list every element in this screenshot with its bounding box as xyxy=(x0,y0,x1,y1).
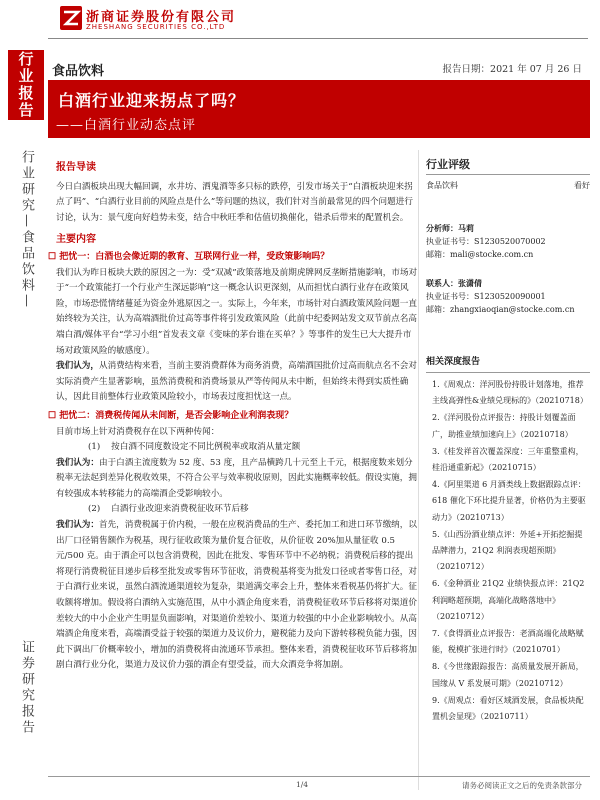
checkbox-icon: ☐ xyxy=(48,251,60,262)
rating-heading: 行业评级 xyxy=(426,158,470,171)
q1-heading: ☐ 把忧一：白酒也会像近期的教育、互联网行业一样，受政策影响吗？ xyxy=(48,251,330,262)
contact-name: 张潇倩 xyxy=(458,278,482,288)
related-reports-list xyxy=(426,377,590,725)
analyst-cert: 执业证书号：S1230520070002 xyxy=(426,237,546,246)
related-report-item[interactable]: 5.《山西汾酒业绩点评：外延+开拓挖掘提品牌潜力，21Q2 利润表现超预期》（20210712） xyxy=(432,529,583,572)
q1-paragraph-1: 我们认为昨日板块大跌的原因之一为：受“双减”政策落地及前期虎牌网反垄断措施影响，市场对于“一个政策能打一个行业产生深远影响”这一概念认识更深刻，从而担忧白酒行业存在政策风险，市场恐慌情绪蔓延为资金外逃原因之一。实际上，今年来，市场针对白酒政策风险问题一直始终较为关注，认为高端酒批价过高等事件将引发政策风险（此前中纪委网站发文双节前点名高端白酒/媒体平台“学习小组”首发表文章《变味的茅台谁在买单？》等事件的发生已大大提升市场对政策风险的敏感度）。 xyxy=(56,267,418,356)
industry-label: 食品饮料 xyxy=(52,64,105,79)
guide-heading: 报告导读 xyxy=(56,162,96,173)
analyst-block xyxy=(426,222,590,261)
main-heading: 主要内容 xyxy=(56,234,96,246)
contact-block xyxy=(426,277,590,316)
report-date: 报告日期：2021 年 07 月 26 日 xyxy=(442,64,582,75)
contact-cert: 执业证书号：S1230520090001 xyxy=(426,292,546,301)
q1-paragraph-2: 我们认为，从消费结构来看，当前主要消费群体为商务消费，高端酒国批价过高而航点名不会对实际消费产生显著影响，虽然消费税和消费场景从严等传闻从未中断，但始终未得到实质性确认，因此目前整体行业政策风险较小，市场表过度担忧这一点。 xyxy=(56,361,417,403)
related-report-item[interactable]: 9.《周观点：看好区域酒发展，食品板块配置机会显现》（20210711） xyxy=(432,695,584,722)
q2-heading: ☐ 把忧二：消费税传闻从未间断，是否会影响企业利润表现？ xyxy=(48,410,294,421)
main-content xyxy=(48,160,418,674)
contact-email[interactable]: 邮箱：zhangxiaoqian@stocke.com.cn xyxy=(426,305,575,314)
analyst-label: 分析师： xyxy=(426,223,458,233)
sidebar-research-label: 证券研究报告 xyxy=(19,640,34,736)
rating-divider xyxy=(426,174,590,175)
disclaimer: 请务必阅读正文之后的免责条款部分 xyxy=(462,781,582,790)
sidebar-report-type: 行业报告 xyxy=(8,50,44,120)
analyst-name: 马莉 xyxy=(458,223,474,233)
checkbox-icon: ☐ xyxy=(48,410,60,421)
page-number: 1/4 xyxy=(296,780,309,789)
q2-paragraph-2: 我们认为：首先，消费税属于价内税，一般在应税消费品的生产、委托加工和进口环节缴纳，以出厂口径销售额作为税基，现行征收政策为量价复合征收，从价征收 20%加从量征收 0.5 元/500 克。由于酒企可以包含消费税，因此在批发、零售环节中不必纳税；消费税后移的提出将现行消费税征目递步后移至批发或零售环节征收，消费税基将变为批发口径或者零售口径，对于白酒行业来说，虽然白酒流通渠道较为复杂，渠道满交率会上升，整体来看税基仍将扩大。征收额将增加。假设将白酒纳入实施范围，从中小酒企角度来看，消费税征收环节后移将对渠道价差较大的中小企业产生明显负面影响，对渠道价差较小、渠道力较强的中小企业影响较小。从高端酒企角度来看，高端酒受益于较强的渠道力及议价力，避税能力及向下游转移税负能力强，因此下调出厂价概率较小，增加的消费税将由流通环节承担。整体来看，消费税征收环节后移将加剧白酒行业分化，渠道力及议价力强的酒企有望受益，而大众酒竞争将加剧。 xyxy=(56,520,417,671)
related-report-item[interactable]: 8.《今世缘跟踪报告：高质量发展开新局，国缘从 V 系发展可期》（20210712） xyxy=(432,662,584,688)
related-heading: 相关深度报告 xyxy=(426,357,481,367)
guide-text: 今日白酒板块出现大幅回调，水井坊、洒鬼酒等多只标的跌停，引发市场关于“白酒板块迎来拐点了吗”、“白酒行业目前的风险点是什么”等问题的热议，我们针对当前最常见的四个问题进行讨论，认为：景气度向好趋势未变，结合中秋旺季和估值切换催化，错杀后带来的配置机会。 xyxy=(56,181,413,223)
rating-row xyxy=(426,179,590,192)
company-name-en: ZHESHANG SECURITIES CO.,LTD xyxy=(86,23,226,31)
related-report-item[interactable]: 2.《洋河股份点评报告：持股计划覆盖面广，助推业绩加速向上》（20210718） xyxy=(432,413,576,439)
related-report-item[interactable]: 7.《食得酒业点评报告：老酒高端化战略赋能，税模扩张进行时》（20210701） xyxy=(432,629,584,655)
column-divider xyxy=(418,150,419,790)
related-report-item[interactable]: 6.《金种酒业 21Q2 业绩快报点评：21Q2 利润略超预期，高端化战略落地中》（20210712） xyxy=(432,579,585,621)
contact-label: 联系人： xyxy=(426,278,458,288)
q2-intro: 目前市场上针对消费税存在以下两种传闻： xyxy=(56,426,220,437)
analyst-email[interactable]: 邮箱：mali@stocke.com.cn xyxy=(426,250,534,259)
related-report-item[interactable]: 4.《阿里渠道 6 月酒类线上数据跟踪点评：618 催化下环比提升显著，价格仍为主要驱动力》（20210713） xyxy=(432,480,586,522)
rating-industry: 食品饮料 xyxy=(426,181,458,190)
related-report-item[interactable]: 3.《桂发祥首次覆盖深度：三年重整重构，桂沿通重新起》（20210715） xyxy=(432,446,584,473)
page-title: 白酒行业迎来拐点了吗？ xyxy=(58,91,246,110)
rating-value: 看好 xyxy=(574,181,590,190)
related-report-item[interactable]: 1.《周观点：洋河股份持股计划落地，推荐主线高弹性&业绩兑现标的》（20210718） xyxy=(432,380,588,406)
q2-item-2: (2) 白酒行业改迎来消费税征收环节后移 xyxy=(88,504,249,515)
sidebar-category: 行业研究—食品饮料— xyxy=(19,150,34,310)
company-logo xyxy=(60,6,82,30)
q2-paragraph-1: 我们认为：由于白酒主流度数为 52 度、53 度，且产品横跨几十元至上千元，根据度数来划分税率无法起到差异化税收效果，不符合公平与效率税收原则，因此实施概率较低。假设实施，拥有较强成本转移能力的高端酒企受影响较小。 xyxy=(56,457,417,499)
header-divider xyxy=(48,38,588,39)
related-divider xyxy=(426,372,590,373)
right-panel xyxy=(426,158,590,726)
page-subtitle: ——白酒行业动态点评 xyxy=(56,118,197,133)
footer-divider xyxy=(48,776,590,777)
company-name-cn: 浙商证券股份有限公司 xyxy=(86,10,237,25)
q2-item-1: (1) 按白酒不同度数设定不同比例税率或取消从量定额 xyxy=(88,442,301,453)
